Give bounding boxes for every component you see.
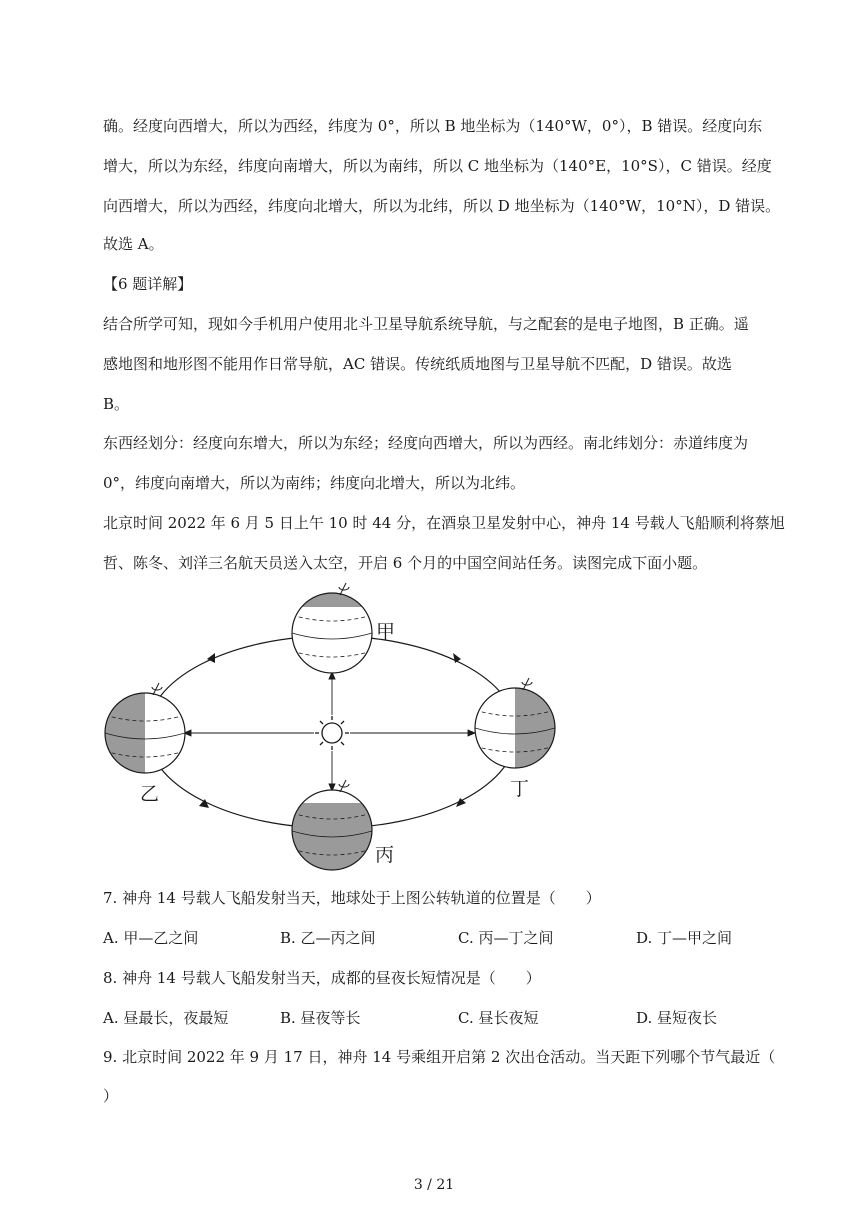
label-ding: 丁 (510, 778, 530, 800)
earth-orbit-diagram (95, 575, 565, 875)
label-yi: 乙 (140, 783, 160, 805)
orbit-arrow-icon (453, 653, 461, 663)
text-line: 结合所学可知，现如今手机用户使用北斗卫星导航系统导航，与之配套的是电子地图，B 正确。遥 (103, 315, 749, 333)
orbit-svg (95, 575, 565, 875)
page-number: 3 / 21 (413, 1177, 455, 1193)
sun-icon (315, 716, 349, 750)
option-b[interactable]: B. 乙—丙之间 (280, 929, 376, 947)
question-stem: 9. 北京时间 2022 年 9 月 17 日，神舟 14 号乘组开启第 2 次出仓活动。当天距下列哪个节气最近（ (103, 1048, 776, 1066)
text-line: 增大，所以为东经，纬度向南增大，所以为南纬，所以 C 地坐标为（140°E，10°S），C 错误。经度 (103, 157, 772, 175)
text-line: 0°，纬度向南增大，所以为南纬；纬度向北增大，所以为北纬。 (103, 474, 526, 492)
earth-bing (285, 780, 385, 875)
earth-yi (103, 683, 185, 775)
text-line: 故选 A。 (103, 235, 164, 253)
label-bing: 丙 (375, 844, 395, 866)
option-c[interactable]: C. 昼长夜短 (458, 1009, 539, 1027)
orbit-arrow-icon (207, 653, 215, 663)
earth-ding (475, 678, 559, 773)
option-d[interactable]: D. 昼短夜长 (636, 1009, 718, 1027)
option-a[interactable]: A. 甲—乙之间 (103, 929, 199, 947)
option-c[interactable]: C. 丙—丁之间 (458, 929, 554, 947)
text-line: 向西增大，所以为西经，纬度向北增大，所以为北纬，所以 D 地坐标为（140°W，10°N），D 错误。 (103, 197, 781, 215)
option-d[interactable]: D. 丁—甲之间 (636, 929, 733, 947)
text-line: 东西经划分：经度向东增大，所以为东经；经度向西增大，所以为西经。南北纬划分：赤道纬度为 (103, 434, 749, 452)
question-stem: 8. 神舟 14 号载人飞船发射当天，成都的昼夜长短情况是（ ） (103, 969, 541, 987)
label-jia: 甲 (376, 621, 396, 643)
text-line: B。 (103, 395, 130, 413)
text-line: 感地图和地形图不能用作日常导航，AC 错误。传统纸质地图与卫星导航不匹配，D 错误。故选 (103, 355, 732, 373)
question-stem-continuation: ） (103, 1087, 119, 1105)
question-stem: 7. 神舟 14 号载人飞船发射当天，地球处于上图公转轨道的位置是（ ） (103, 889, 601, 907)
text-line: 确。经度向西增大，所以为西经，纬度为 0°，所以 B 地坐标为（140°W，0°），B 错误。经度向东 (103, 117, 763, 135)
text-line: 北京时间 2022 年 6 月 5 日上午 10 时 44 分，在酒泉卫星发射中心，神舟 14 号载人飞船顺利将蔡旭 (103, 514, 785, 532)
section-heading: 【6 题详解】 (103, 275, 193, 293)
earth-jia (285, 583, 385, 673)
text-line: 哲、陈冬、刘洋三名航天员送入太空，开启 6 个月的中国空间站任务。读图完成下面小题。 (103, 554, 708, 572)
option-a[interactable]: A. 昼最长，夜最短 (103, 1009, 229, 1027)
option-b[interactable]: B. 昼夜等长 (280, 1009, 361, 1027)
